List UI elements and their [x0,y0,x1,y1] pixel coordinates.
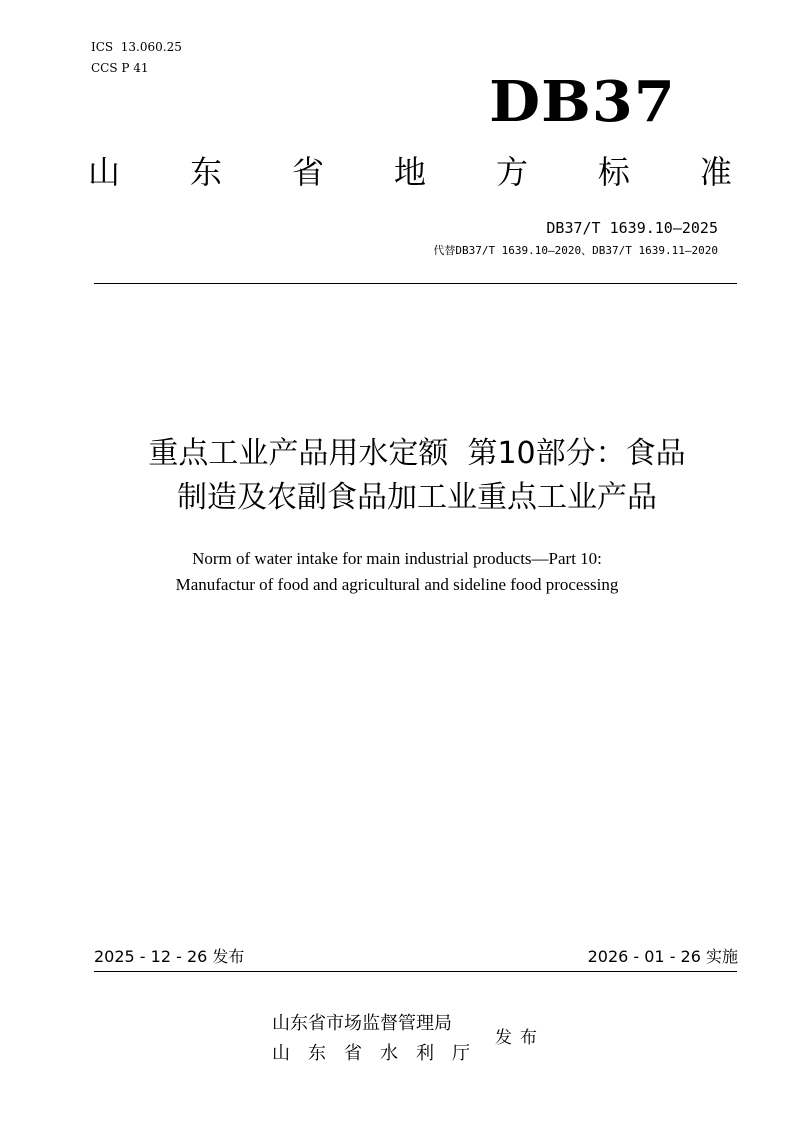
standard-type-char: 山 [88,153,121,191]
issue-date: 2025 - 12 - 26 发布 [94,947,245,966]
chinese-title-line-1: 重点工业产品用水定额 第10部分：食品 [148,436,686,471]
chinese-title-line-2: 制造及农副食品加工业重点工业产品 [177,480,657,515]
english-title-line-1: Norm of water intake for main industrial products—Part 10: [192,549,602,568]
bottom-divider [94,971,737,972]
standard-type-heading [88,152,732,192]
standard-type-char: 地 [393,153,426,191]
chinese-title [60,432,774,520]
issuer-char: 厅 [452,1043,470,1064]
ics-code: ICS 13.060.25 [91,40,182,54]
db37-logo: DB37 [489,69,676,135]
issuer-char: 东 [308,1043,326,1064]
replaces-note: 代替DB37/T 1639.10—2020、DB37/T 1639.11—2020 [433,244,718,257]
standard-number: DB37/T 1639.10—2025 [546,219,718,237]
issuer-char: 利 [416,1043,434,1064]
english-title [60,546,734,598]
standard-type-char: 准 [699,153,732,191]
issuer-char: 省 [344,1043,362,1064]
implementation-date: 2026 - 01 - 26 实施 [587,947,738,966]
standard-type-char: 方 [495,153,528,191]
top-divider [94,283,737,284]
issuer-char: 山 [272,1043,290,1064]
ccs-code: CCS P 41 [91,61,149,75]
standard-type-char: 省 [291,153,324,191]
publish-label: 发布 [495,1028,545,1048]
standard-type-char: 东 [189,153,222,191]
issuer-market-regulation: 山东省市场监督管理局 [272,1013,452,1034]
standard-type-char: 标 [597,153,630,191]
issuer-water-resources [272,1042,470,1066]
issuer-char: 水 [380,1043,398,1064]
english-title-line-2: Manufactur of food and agricultural and sideline food processing [175,575,619,594]
